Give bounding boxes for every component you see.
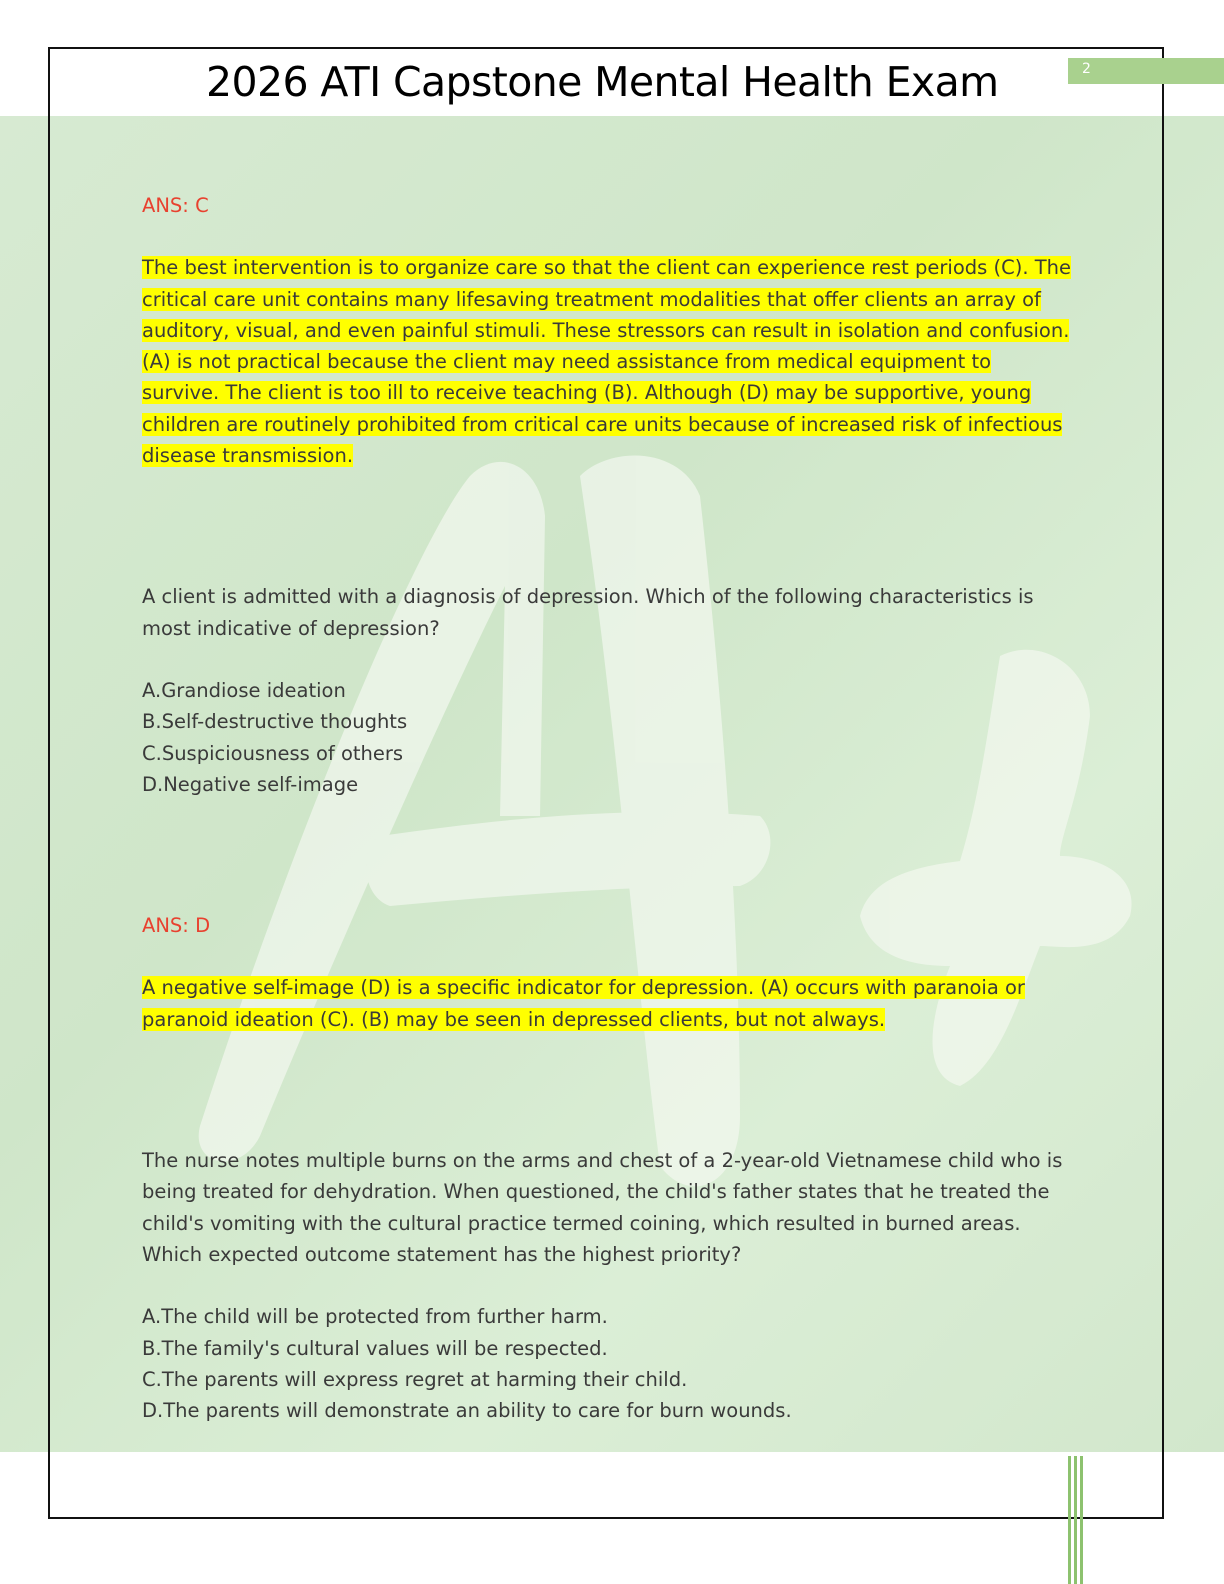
page-title: 2026 ATI Capstone Mental Health Exam: [206, 58, 999, 106]
decorative-bars: [1066, 1456, 1086, 1584]
question-2-option-b: B.The family's cultural values will be respected.: [142, 1336, 608, 1360]
document-body: [142, 190, 1072, 1426]
question-2: The nurse notes multiple burns on the arms and chest of a 2-year-old Vietnamese child who is being treated for dehydration. When questioned, the child's father states that he treated the child's vomiting with the cultural practice termed coining, which resulted in burned areas. Which expected outcome statement has the highest priority?: [142, 1149, 1063, 1266]
rationale-2-text: A negative self-image (D) is a specific indicator for depression. (A) occurs with paranoia or paranoid ideation (C). (B) may be seen in depressed clients, but not always.: [142, 976, 1025, 1031]
question-1-option-d: D.Negative self-image: [142, 772, 359, 796]
question-2-option-d: D.The parents will demonstrate an ability to care for burn wounds.: [142, 1399, 792, 1423]
question-1-option-c: C.Suspiciousness of others: [142, 741, 404, 765]
rationale-1: [142, 252, 1072, 471]
page-number-tab: [1068, 58, 1224, 84]
answer-label-1: ANS: C: [142, 194, 209, 217]
question-2-option-a: A.The child will be protected from further harm.: [142, 1305, 608, 1329]
question-1-option-b: B.Self-destructive thoughts: [142, 710, 408, 734]
rationale-1-text: The best intervention is to organize care so that the client can experience rest periods (C). The critical care unit contains many lifesaving treatment modalities that offer clients an array of auditory, visual, and even painful stimuli. These stressors can result in isolation and confusion. (A) is not practical because the client may need assistance from medical equipment to survive. The client is too ill to receive teaching (B). Although (D) may be supportive, young children are routinely prohibited from critical care units because of increased risk of infectious disease transmission.: [142, 256, 1071, 468]
question-1-option-a: A.Grandiose ideation: [142, 678, 346, 702]
rationale-2: [142, 972, 1072, 1035]
answer-label-2: ANS: D: [142, 914, 211, 938]
page-number: 2: [1082, 61, 1091, 77]
question-2-option-c: C.The parents will express regret at harming their child.: [142, 1367, 688, 1391]
question-1: A client is admitted with a diagnosis of depression. Which of the following characteristics is most indicative of depression?: [142, 585, 1034, 640]
